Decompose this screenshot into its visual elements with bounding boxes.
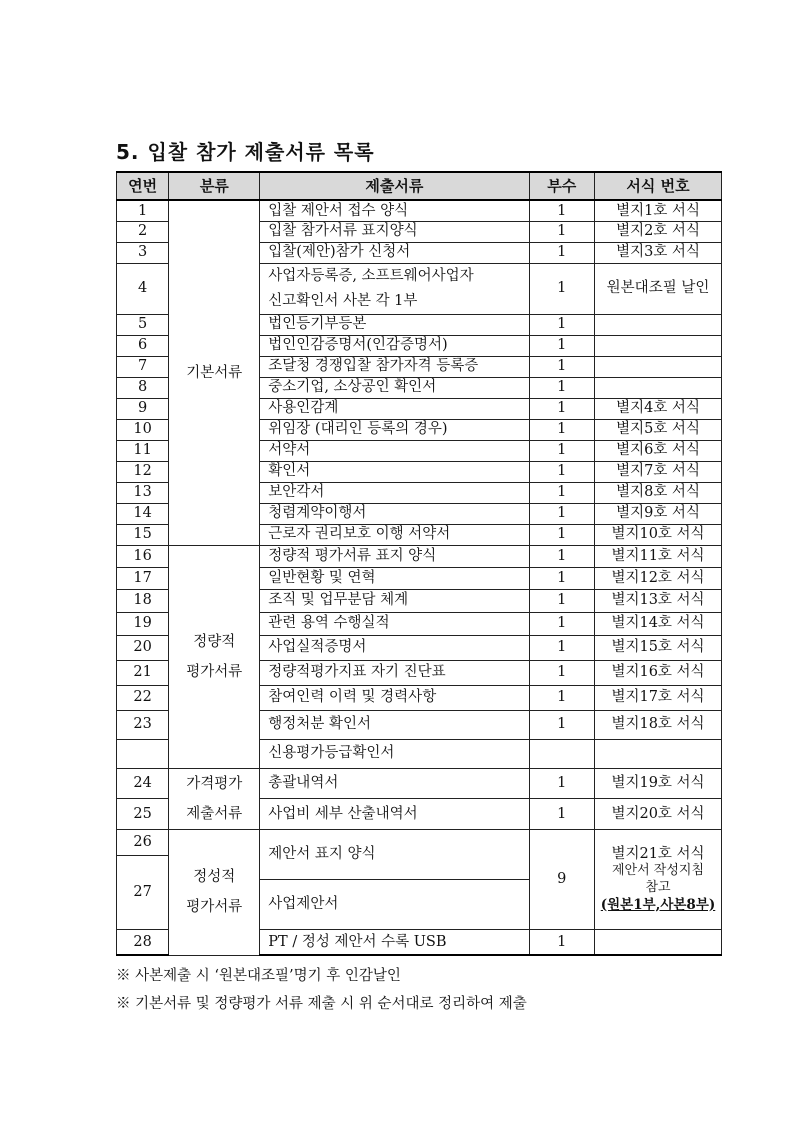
row-document: 총괄내역서 <box>260 768 529 799</box>
format-line3: 참고 <box>645 879 671 895</box>
row-document: 조직 및 업무분담 체계 <box>260 589 529 612</box>
row-format: 별지3호 서식 <box>595 242 722 263</box>
row-document: 법인등기부등본 <box>260 314 529 335</box>
row-no: 24 <box>117 768 169 799</box>
row-no: 25 <box>117 799 169 830</box>
row-no: 20 <box>117 635 169 660</box>
row-no: 15 <box>117 524 169 545</box>
header-no: 연번 <box>117 172 169 200</box>
table-row <box>117 200 722 221</box>
category-qual-line2: 평가서류 <box>186 899 243 915</box>
row-format: 원본대조필 날인 <box>595 263 722 314</box>
row-document <box>260 263 529 314</box>
row-count: 1 <box>529 200 595 221</box>
row-format: 별지2호 서식 <box>595 221 722 242</box>
row-count: 1 <box>529 929 595 955</box>
row-count <box>529 739 595 768</box>
row-format: 별지9호 서식 <box>595 503 722 524</box>
row-format: 별지1호 서식 <box>595 200 722 221</box>
row-count: 1 <box>529 685 595 710</box>
row-count: 1 <box>529 524 595 545</box>
row-no <box>117 739 169 768</box>
header-format: 서식 번호 <box>595 172 722 200</box>
format-line4: (원본1부,사본8부) <box>600 896 716 913</box>
row-format: 별지15호 서식 <box>595 635 722 660</box>
header-document: 제출서류 <box>260 172 529 200</box>
row-count: 1 <box>529 335 595 356</box>
row-count: 1 <box>529 567 595 589</box>
category-price-line2: 제출서류 <box>186 805 243 822</box>
row-no: 16 <box>117 545 169 567</box>
row-count: 1 <box>529 710 595 739</box>
row-format: 별지10호 서식 <box>595 524 722 545</box>
note-1: ※ 사본제출 시 ‘원본대조필’명기 후 인감날인 <box>116 968 401 984</box>
row-count: 9 <box>529 829 595 929</box>
category-quant-line1: 정량적 <box>193 633 236 650</box>
row-no: 2 <box>117 221 169 242</box>
row-no: 8 <box>117 377 169 398</box>
row-format <box>595 739 722 768</box>
row-format: 별지5호 서식 <box>595 419 722 440</box>
row-format: 별지20호 서식 <box>595 799 722 830</box>
row-count: 1 <box>529 545 595 567</box>
row-no: 13 <box>117 482 169 503</box>
row-no: 10 <box>117 419 169 440</box>
header-count: 부수 <box>529 172 595 200</box>
row-no: 7 <box>117 356 169 377</box>
row-document: 행정처분 확인서 <box>260 710 529 739</box>
row-document: 서약서 <box>260 440 529 461</box>
row-document: 신용평가등급확인서 <box>260 739 529 768</box>
category-quant <box>169 545 260 768</box>
row-document: 입찰 제안서 접수 양식 <box>260 200 529 221</box>
row-document: 입찰 참가서류 표지양식 <box>260 221 529 242</box>
row-count: 1 <box>529 799 595 830</box>
category-price <box>169 768 260 829</box>
row-format <box>595 314 722 335</box>
row-document: 관련 용역 수행실적 <box>260 612 529 635</box>
row-format <box>595 356 722 377</box>
row-format: 별지18호 서식 <box>595 710 722 739</box>
row-format: 별지12호 서식 <box>595 567 722 589</box>
row-count: 1 <box>529 314 595 335</box>
row-count: 1 <box>529 660 595 685</box>
row-document: PT / 정성 제안서 수록 USB <box>260 929 529 955</box>
row-count: 1 <box>529 635 595 660</box>
row-no: 12 <box>117 461 169 482</box>
row-count: 1 <box>529 356 595 377</box>
category-price-line1: 가격평가 <box>186 775 243 792</box>
category-qual <box>169 829 260 955</box>
row-count: 1 <box>529 503 595 524</box>
row-document: 정량적평가지표 자기 진단표 <box>260 660 529 685</box>
row-count: 1 <box>529 242 595 263</box>
row-count: 1 <box>529 398 595 419</box>
row-count: 1 <box>529 589 595 612</box>
row-format <box>595 377 722 398</box>
table-header-row <box>117 172 722 200</box>
row-no: 1 <box>117 200 169 221</box>
row-document: 입찰(제안)참가 신청서 <box>260 242 529 263</box>
row-count: 1 <box>529 221 595 242</box>
row-count: 1 <box>529 419 595 440</box>
document-list-table <box>116 171 722 956</box>
row-count: 1 <box>529 263 595 314</box>
row-document: 확인서 <box>260 461 529 482</box>
row-document: 정량적 평가서류 표지 양식 <box>260 545 529 567</box>
table-row <box>117 829 722 855</box>
row-document: 사업제안서 <box>260 879 529 929</box>
row-count: 1 <box>529 612 595 635</box>
row-no: 3 <box>117 242 169 263</box>
row-no: 18 <box>117 589 169 612</box>
row-no: 14 <box>117 503 169 524</box>
row-document: 참여인력 이력 및 경력사항 <box>260 685 529 710</box>
row-document: 보안각서 <box>260 482 529 503</box>
row-document: 법인인감증명서(인감증명서) <box>260 335 529 356</box>
section-title: 5. 입찰 참가 제출서류 목록 <box>116 140 375 164</box>
row-no: 11 <box>117 440 169 461</box>
row-no: 4 <box>117 263 169 314</box>
category-quant-line2: 평가서류 <box>186 663 243 680</box>
note-2: ※ 기본서류 및 정량평가 서류 제출 시 위 순서대로 정리하여 제출 <box>116 996 527 1012</box>
notes <box>116 962 527 1018</box>
row-count: 1 <box>529 482 595 503</box>
row-no: 22 <box>117 685 169 710</box>
row-document: 사업실적증명서 <box>260 635 529 660</box>
table-row <box>117 545 722 567</box>
row-document: 청렴계약이행서 <box>260 503 529 524</box>
row-no: 6 <box>117 335 169 356</box>
format-line1: 별지21호 서식 <box>611 845 705 862</box>
row-format <box>595 929 722 955</box>
row-format: 별지13호 서식 <box>595 589 722 612</box>
row-document: 근로자 권리보호 이행 서약서 <box>260 524 529 545</box>
row-no: 27 <box>117 855 169 929</box>
row-format: 별지17호 서식 <box>595 685 722 710</box>
row-document: 위임장 (대리인 등록의 경우) <box>260 419 529 440</box>
header-category: 분류 <box>169 172 260 200</box>
row-document: 제안서 표지 양식 <box>260 829 529 879</box>
table-row <box>117 768 722 799</box>
row-no: 17 <box>117 567 169 589</box>
row-format: 별지11호 서식 <box>595 545 722 567</box>
row-format: 별지16호 서식 <box>595 660 722 685</box>
row-count: 1 <box>529 768 595 799</box>
category-qual-line1: 정성적 <box>193 869 236 885</box>
row-no: 23 <box>117 710 169 739</box>
row-format: 별지8호 서식 <box>595 482 722 503</box>
row-count: 1 <box>529 461 595 482</box>
row-document: 일반현황 및 연혁 <box>260 567 529 589</box>
row-format <box>595 335 722 356</box>
row-format: 별지4호 서식 <box>595 398 722 419</box>
row-no: 19 <box>117 612 169 635</box>
row-no: 5 <box>117 314 169 335</box>
row-no: 9 <box>117 398 169 419</box>
row-no: 26 <box>117 829 169 855</box>
category-basic: 기본서류 <box>169 200 260 545</box>
row-no: 28 <box>117 929 169 955</box>
row-count: 1 <box>529 377 595 398</box>
row-document: 조달청 경쟁입찰 참가자격 등록증 <box>260 356 529 377</box>
row-format: 별지14호 서식 <box>595 612 722 635</box>
row-document: 중소기업, 소상공인 확인서 <box>260 377 529 398</box>
row-format <box>595 829 722 929</box>
row-document: 사용인감계 <box>260 398 529 419</box>
row-format: 별지6호 서식 <box>595 440 722 461</box>
row-format: 별지19호 서식 <box>595 768 722 799</box>
row-document-line1: 사업자등록증, 소프트웨어사업자 <box>268 267 474 284</box>
format-line2: 제안서 작성지침 <box>611 862 705 878</box>
row-format: 별지7호 서식 <box>595 461 722 482</box>
row-document: 사업비 세부 산출내역서 <box>260 799 529 830</box>
row-no: 21 <box>117 660 169 685</box>
row-count: 1 <box>529 440 595 461</box>
row-document-line2: 신고확인서 사본 각 1부 <box>268 292 418 309</box>
